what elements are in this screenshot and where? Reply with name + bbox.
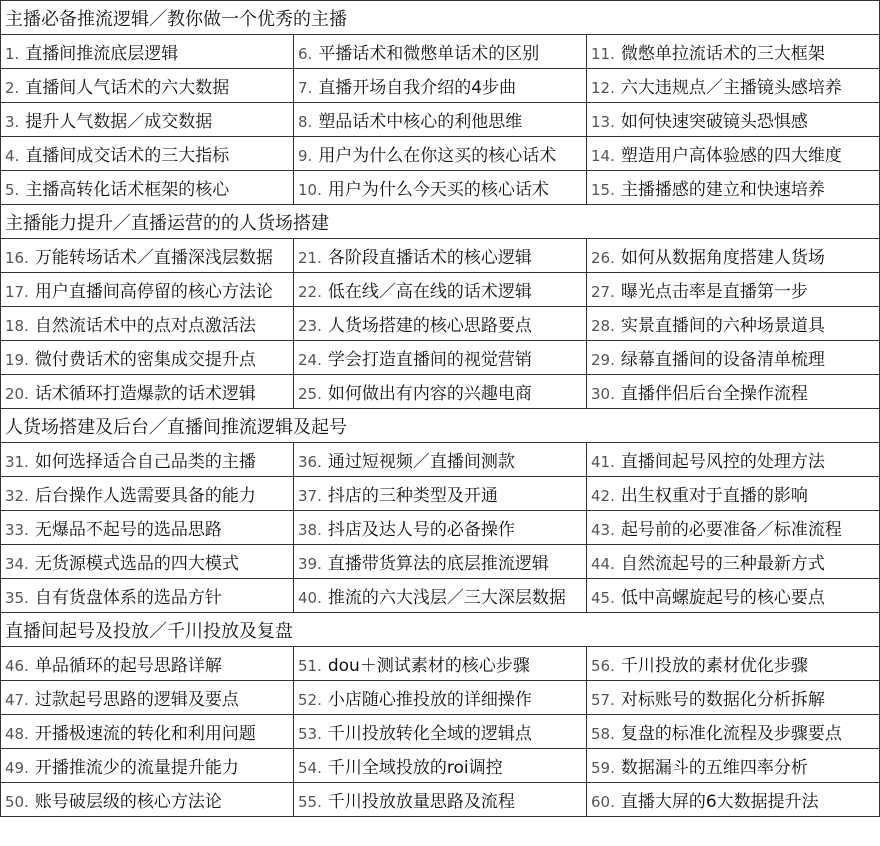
lesson-cell xyxy=(587,307,880,341)
lesson-title: 实景直播间的六种场景道具 xyxy=(620,316,825,336)
lesson-cell xyxy=(294,375,587,409)
table-row xyxy=(1,477,880,511)
lesson-cell xyxy=(294,443,587,477)
lesson-title: 推流的六大浅层／三大深层数据 xyxy=(327,588,566,608)
lesson-number: 56. xyxy=(591,657,615,675)
lesson-number: 3. xyxy=(5,113,20,131)
lesson-title: 过款起号思路的逻辑及要点 xyxy=(34,690,239,710)
lesson-cell xyxy=(1,647,294,681)
lesson-title: 无爆品不起号的选品思路 xyxy=(34,520,222,540)
lesson-title: 绿幕直播间的设备清单梳理 xyxy=(620,350,825,370)
lesson-cell xyxy=(294,137,587,171)
lesson-title: 出生权重对于直播的影响 xyxy=(620,486,808,506)
lesson-title: 曝光点击率是直播第一步 xyxy=(620,282,808,302)
lesson-title: 自然流话术中的点对点激活法 xyxy=(34,316,256,336)
lesson-number: 14. xyxy=(591,147,615,165)
lesson-title: 直播间起号风控的处理方法 xyxy=(620,452,825,472)
lesson-title: dou＋测试素材的核心步骤 xyxy=(327,656,530,676)
lesson-title: 开播极速流的转化和利用问题 xyxy=(34,724,256,744)
lesson-number: 12. xyxy=(591,79,615,97)
lesson-number: 5. xyxy=(5,181,20,199)
lesson-cell xyxy=(1,783,294,817)
lesson-title: 小店随心推投放的详细操作 xyxy=(327,690,532,710)
lesson-cell xyxy=(587,239,880,273)
lesson-number: 35. xyxy=(5,589,29,607)
lesson-number: 29. xyxy=(591,351,615,369)
lesson-number: 39. xyxy=(298,555,322,573)
section-header-row xyxy=(1,613,880,647)
lesson-cell xyxy=(294,273,587,307)
lesson-number: 36. xyxy=(298,453,322,471)
table-row xyxy=(1,69,880,103)
lesson-number: 10. xyxy=(298,181,322,199)
lesson-cell xyxy=(294,239,587,273)
lesson-number: 42. xyxy=(591,487,615,505)
lesson-number: 60. xyxy=(591,793,615,811)
lesson-number: 52. xyxy=(298,691,322,709)
lesson-number: 21. xyxy=(298,249,322,267)
table-row xyxy=(1,443,880,477)
lesson-cell xyxy=(1,35,294,69)
lesson-number: 20. xyxy=(5,385,29,403)
lesson-cell xyxy=(1,545,294,579)
lesson-cell xyxy=(294,647,587,681)
lesson-cell xyxy=(1,171,294,205)
table-row xyxy=(1,545,880,579)
lesson-number: 16. xyxy=(5,249,29,267)
lesson-title: 主播播感的建立和快速培养 xyxy=(620,180,825,200)
section-header-row xyxy=(1,409,880,443)
lesson-title: 提升人气数据／成交数据 xyxy=(25,112,213,132)
table-row xyxy=(1,103,880,137)
lesson-title: 直播间人气话术的六大数据 xyxy=(25,78,230,98)
lesson-number: 46. xyxy=(5,657,29,675)
table-row xyxy=(1,715,880,749)
lesson-cell xyxy=(587,375,880,409)
lesson-cell xyxy=(294,307,587,341)
lesson-number: 15. xyxy=(591,181,615,199)
table-row xyxy=(1,35,880,69)
lesson-title: 学会打造直播间的视觉营销 xyxy=(327,350,532,370)
lesson-title: 如何选择适合自己品类的主播 xyxy=(34,452,256,472)
lesson-number: 18. xyxy=(5,317,29,335)
lesson-cell xyxy=(294,681,587,715)
lesson-cell xyxy=(1,579,294,613)
lesson-cell xyxy=(1,69,294,103)
lesson-number: 54. xyxy=(298,759,322,777)
lesson-cell xyxy=(587,103,880,137)
lesson-cell xyxy=(1,273,294,307)
lesson-cell xyxy=(294,511,587,545)
lesson-number: 33. xyxy=(5,521,29,539)
table-row xyxy=(1,749,880,783)
lesson-title: 塑造用户高体验感的四大维度 xyxy=(620,146,842,166)
lesson-cell xyxy=(294,545,587,579)
lesson-number: 25. xyxy=(298,385,322,403)
lesson-title: 直播开场自我介绍的4步曲 xyxy=(318,78,517,98)
lesson-number: 50. xyxy=(5,793,29,811)
lesson-number: 34. xyxy=(5,555,29,573)
lesson-title: 如何从数据角度搭建人货场 xyxy=(620,248,825,268)
lesson-number: 47. xyxy=(5,691,29,709)
lesson-number: 1. xyxy=(5,45,20,63)
table-row xyxy=(1,783,880,817)
lesson-cell xyxy=(1,103,294,137)
lesson-title: 微付费话术的密集成交提升点 xyxy=(34,350,256,370)
lesson-title: 千川全域投放的roi调控 xyxy=(327,758,503,778)
lesson-number: 26. xyxy=(591,249,615,267)
lesson-cell xyxy=(587,273,880,307)
lesson-number: 4. xyxy=(5,147,20,165)
lesson-title: 抖店及达人号的必备操作 xyxy=(327,520,515,540)
lesson-title: 低中高螺旋起号的核心要点 xyxy=(620,588,825,608)
lesson-title: 如何快速突破镜头恐惧感 xyxy=(620,112,808,132)
lesson-cell xyxy=(587,749,880,783)
lesson-cell xyxy=(587,443,880,477)
table-row xyxy=(1,341,880,375)
lesson-title: 各阶段直播话术的核心逻辑 xyxy=(327,248,532,268)
table-row xyxy=(1,579,880,613)
table-row xyxy=(1,511,880,545)
table-row xyxy=(1,137,880,171)
table-row xyxy=(1,681,880,715)
lesson-cell xyxy=(294,783,587,817)
lesson-cell xyxy=(587,69,880,103)
lesson-cell xyxy=(587,171,880,205)
lesson-cell xyxy=(294,477,587,511)
lesson-title: 起号前的必要准备／标准流程 xyxy=(620,520,842,540)
lesson-title: 塑品话术中核心的利他思维 xyxy=(318,112,523,132)
lesson-cell xyxy=(1,681,294,715)
lesson-number: 24. xyxy=(298,351,322,369)
lesson-number: 37. xyxy=(298,487,322,505)
lesson-title: 万能转场话术／直播深浅层数据 xyxy=(34,248,273,268)
lesson-number: 2. xyxy=(5,79,20,97)
lesson-number: 23. xyxy=(298,317,322,335)
lesson-cell xyxy=(294,749,587,783)
lesson-cell xyxy=(1,239,294,273)
lesson-title: 开播推流少的流量提升能力 xyxy=(34,758,239,778)
lesson-cell xyxy=(587,137,880,171)
lesson-number: 8. xyxy=(298,113,313,131)
lesson-number: 51. xyxy=(298,657,322,675)
lesson-cell xyxy=(587,545,880,579)
lesson-number: 19. xyxy=(5,351,29,369)
table-row xyxy=(1,171,880,205)
lesson-title: 后台操作人选需要具备的能力 xyxy=(34,486,256,506)
lesson-title: 数据漏斗的五维四率分析 xyxy=(620,758,808,778)
table-row xyxy=(1,239,880,273)
lesson-number: 55. xyxy=(298,793,322,811)
lesson-title: 人货场搭建的核心思路要点 xyxy=(327,316,532,336)
section-header-row xyxy=(1,1,880,35)
lesson-number: 13. xyxy=(591,113,615,131)
lesson-cell xyxy=(587,35,880,69)
lesson-cell xyxy=(587,681,880,715)
lesson-number: 31. xyxy=(5,453,29,471)
lesson-title: 如何做出有内容的兴趣电商 xyxy=(327,384,532,404)
lesson-title: 千川投放放量思路及流程 xyxy=(327,792,515,812)
lesson-cell xyxy=(1,511,294,545)
lesson-number: 49. xyxy=(5,759,29,777)
lesson-title: 无货源模式选品的四大模式 xyxy=(34,554,239,574)
lesson-title: 直播伴侣后台全操作流程 xyxy=(620,384,808,404)
table-row xyxy=(1,273,880,307)
lesson-number: 27. xyxy=(591,283,615,301)
lesson-title: 自然流起号的三种最新方式 xyxy=(620,554,825,574)
table-row xyxy=(1,647,880,681)
lesson-number: 48. xyxy=(5,725,29,743)
lesson-cell xyxy=(294,715,587,749)
lesson-cell xyxy=(1,715,294,749)
lesson-title: 自有货盘体系的选品方针 xyxy=(34,588,222,608)
lesson-number: 44. xyxy=(591,555,615,573)
lesson-cell xyxy=(587,715,880,749)
lesson-title: 复盘的标准化流程及步骤要点 xyxy=(620,724,842,744)
lesson-number: 57. xyxy=(591,691,615,709)
section-title: 人货场搭建及后台／直播间推流逻辑及起号 xyxy=(1,409,880,443)
lesson-number: 28. xyxy=(591,317,615,335)
lesson-cell xyxy=(587,647,880,681)
lesson-number: 41. xyxy=(591,453,615,471)
lesson-number: 38. xyxy=(298,521,322,539)
lesson-title: 抖店的三种类型及开通 xyxy=(327,486,498,506)
lesson-title: 直播大屏的6大数据提升法 xyxy=(620,792,819,812)
lesson-cell xyxy=(1,477,294,511)
lesson-title: 低在线／高在线的话术逻辑 xyxy=(327,282,532,302)
lesson-number: 59. xyxy=(591,759,615,777)
lesson-cell xyxy=(1,375,294,409)
lesson-cell xyxy=(294,579,587,613)
lesson-number: 6. xyxy=(298,45,313,63)
lesson-title: 六大违规点／主播镜头感培养 xyxy=(620,78,842,98)
lesson-cell xyxy=(294,103,587,137)
lesson-number: 32. xyxy=(5,487,29,505)
lesson-title: 通过短视频／直播间测款 xyxy=(327,452,515,472)
section-title: 直播间起号及投放／千川投放及复盘 xyxy=(1,613,880,647)
lesson-cell xyxy=(294,341,587,375)
lesson-number: 22. xyxy=(298,283,322,301)
lesson-cell xyxy=(294,35,587,69)
lesson-number: 58. xyxy=(591,725,615,743)
lesson-number: 40. xyxy=(298,589,322,607)
lesson-title: 单品循环的起号思路详解 xyxy=(34,656,222,676)
lesson-title: 话术循环打造爆款的话术逻辑 xyxy=(34,384,256,404)
lesson-cell xyxy=(1,307,294,341)
lesson-number: 9. xyxy=(298,147,313,165)
lesson-number: 30. xyxy=(591,385,615,403)
lesson-cell xyxy=(587,477,880,511)
lesson-cell xyxy=(587,579,880,613)
lesson-title: 直播间成交话术的三大指标 xyxy=(25,146,230,166)
lesson-cell xyxy=(1,749,294,783)
lesson-title: 用户直播间高停留的核心方法论 xyxy=(34,282,273,302)
lesson-title: 千川投放转化全域的逻辑点 xyxy=(327,724,532,744)
lesson-number: 43. xyxy=(591,521,615,539)
lesson-cell xyxy=(1,341,294,375)
section-header-row xyxy=(1,205,880,239)
section-title: 主播必备推流逻辑／教你做一个优秀的主播 xyxy=(1,1,880,35)
lesson-cell xyxy=(587,341,880,375)
lesson-title: 平播话术和微憋单话术的区别 xyxy=(318,44,540,64)
lesson-title: 用户为什么今天买的核心话术 xyxy=(327,180,549,200)
lesson-title: 微憋单拉流话术的三大框架 xyxy=(620,44,825,64)
section-title: 主播能力提升／直播运营的的人货场搭建 xyxy=(1,205,880,239)
lesson-title: 用户为什么在你这买的核心话术 xyxy=(318,146,557,166)
lesson-title: 主播高转化话术框架的核心 xyxy=(25,180,230,200)
lesson-cell xyxy=(294,171,587,205)
lesson-number: 17. xyxy=(5,283,29,301)
lesson-number: 7. xyxy=(298,79,313,97)
table-row xyxy=(1,375,880,409)
lesson-cell xyxy=(1,443,294,477)
lesson-number: 53. xyxy=(298,725,322,743)
lesson-cell xyxy=(1,137,294,171)
lesson-title: 账号破层级的核心方法论 xyxy=(34,792,222,812)
lesson-title: 直播带货算法的底层推流逻辑 xyxy=(327,554,549,574)
table-body xyxy=(1,1,880,817)
lesson-title: 千川投放的素材优化步骤 xyxy=(620,656,808,676)
lesson-cell xyxy=(294,69,587,103)
lesson-title: 对标账号的数据化分析拆解 xyxy=(620,690,825,710)
lesson-number: 11. xyxy=(591,45,615,63)
lesson-cell xyxy=(587,511,880,545)
table-row xyxy=(1,307,880,341)
lesson-number: 45. xyxy=(591,589,615,607)
lesson-title: 直播间推流底层逻辑 xyxy=(25,44,179,64)
lesson-cell xyxy=(587,783,880,817)
